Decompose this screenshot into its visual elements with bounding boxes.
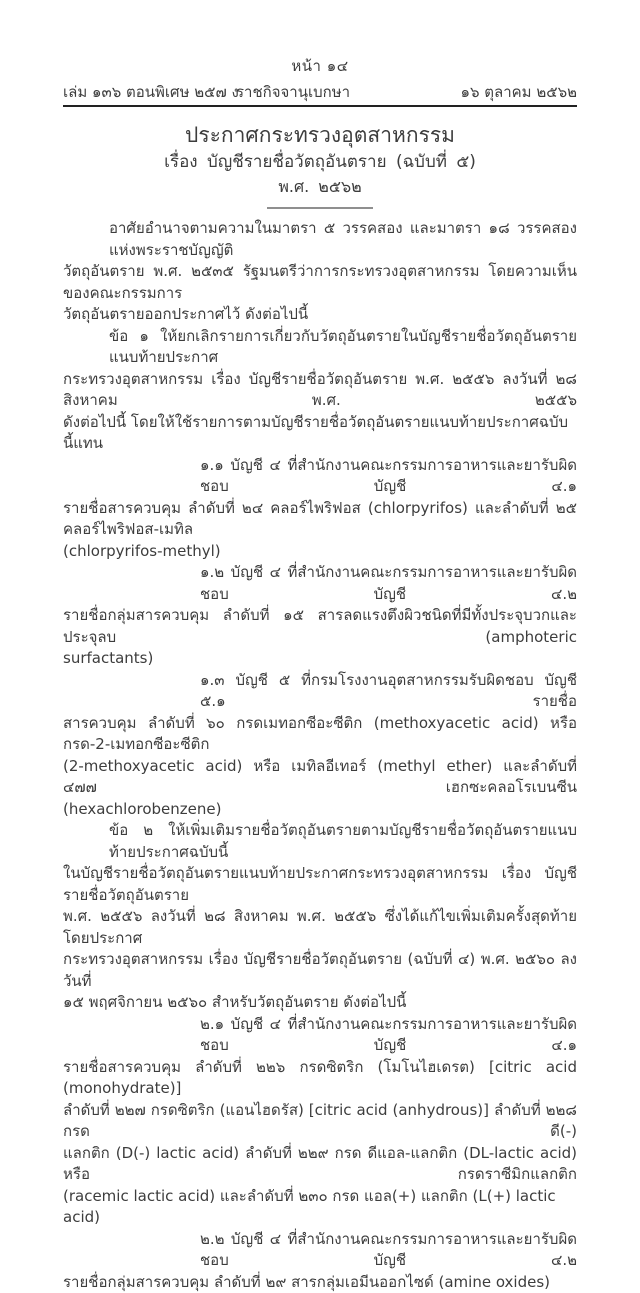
document-line: รายชื่อสารควบคุม ลำดับที่ ๒๔ คลอร์ไพริฟอส (chlorpyrifos) และลำดับที่ ๒๕ คลอร์ไพริฟอส-เมทิล bbox=[63, 498, 577, 541]
paragraph bbox=[63, 326, 577, 455]
document-line: (hexachlorobenzene) bbox=[63, 799, 577, 821]
announcement-subject: เรื่อง บัญชีรายชื่อวัตถุอันตราย (ฉบับที่ ๕) bbox=[63, 149, 577, 175]
announcement-title: ประกาศกระทรวงอุตสาหกรรม bbox=[63, 121, 577, 149]
document-line: อาศัยอำนาจตามความในมาตรา ๕ วรรคสอง และมาตรา ๑๘ วรรคสอง แห่งพระราชบัญญัติ bbox=[63, 218, 577, 261]
document-line: วัตถุอันตราย พ.ศ. ๒๕๓๕ รัฐมนตรีว่าการกระทรวงอุตสาหกรรม โดยความเห็นของคณะกรรมการ bbox=[63, 261, 577, 304]
document-line: (2-methoxyacetic acid) หรือ เมทิลอีเทอร์ (methyl ether) และลำดับที่ ๔๗๗ เฮกซะคลอโรเบนซีน bbox=[63, 756, 577, 799]
paragraph bbox=[63, 1229, 577, 1293]
document-line: (chlorpyrifos-methyl) bbox=[63, 541, 577, 563]
edition-info: เล่ม ๑๓๖ ตอนพิเศษ ๒๕๗ ง bbox=[63, 82, 239, 102]
header-rule bbox=[63, 105, 577, 107]
document-body bbox=[63, 218, 577, 1293]
document-line: พ.ศ. ๒๕๕๖ ลงวันที่ ๒๘ สิงหาคม พ.ศ. ๒๕๕๖ ซึ่งได้แก้ไขเพิ่มเติมครั้งสุดท้ายโดยประกาศ bbox=[63, 906, 577, 949]
document-line: วัตถุอันตรายออกประกาศไว้ ดังต่อไปนี้ bbox=[63, 304, 577, 326]
title-divider bbox=[267, 207, 373, 209]
document-line: ๒.๑ บัญชี ๔ ที่สำนักงานคณะกรรมการอาหารและยารับผิดชอบ บัญชี ๔.๑ bbox=[63, 1014, 577, 1057]
paragraph bbox=[63, 670, 577, 821]
document-line: ข้อ ๑ ให้ยกเลิกรายการเกี่ยวกับวัตถุอันตรายในบัญชีรายชื่อวัตถุอันตรายแนบท้ายประกาศ bbox=[63, 326, 577, 369]
document-line: ในบัญชีรายชื่อวัตถุอันตรายแนบท้ายประกาศกระทรวงอุตสาหกรรม เรื่อง บัญชีรายชื่อวัตถุอันตราย bbox=[63, 863, 577, 906]
paragraph bbox=[63, 1014, 577, 1229]
document-line: รายชื่อกลุ่มสารควบคุม ลำดับที่ ๑๕ สารลดแรงตึงผิวชนิดที่มีทั้งประจุบวกและประจุลบ (amphoteric bbox=[63, 605, 577, 648]
paragraph bbox=[63, 820, 577, 1014]
document-line: ๑.๓ บัญชี ๕ ที่กรมโรงงานอุตสาหกรรมรับผิดชอบ บัญชี ๕.๑ รายชื่อ bbox=[63, 670, 577, 713]
document-line: surfactants) bbox=[63, 648, 577, 670]
document-line: ข้อ ๒ ให้เพิ่มเติมรายชื่อวัตถุอันตรายตามบัญชีรายชื่อวัตถุอันตรายแนบท้ายประกาศฉบับนี้ bbox=[63, 820, 577, 863]
document-line: รายชื่อกลุ่มสารควบคุม ลำดับที่ ๒๙ สารกลุ่มเอมีนออกไซด์ (amine oxides) bbox=[63, 1272, 577, 1293]
page-number: หน้า ๑๔ bbox=[63, 56, 577, 76]
document-line: แลกติก (D(-) lactic acid) ลำดับที่ ๒๒๙ กรด ดีแอล-แลกติก (DL-lactic acid) หรือ กรดราซีมิกแลกติก bbox=[63, 1143, 577, 1186]
announcement-year: พ.ศ. ๒๕๖๒ bbox=[63, 175, 577, 199]
gazette-masthead bbox=[63, 82, 577, 102]
document-line: สารควบคุม ลำดับที่ ๖๐ กรดเมทอกซีอะซีติก (methoxyacetic acid) หรือ กรด-2-เมทอกซีอะซีติก bbox=[63, 713, 577, 756]
issue-date: ๑๖ ตุลาคม ๒๕๖๒ bbox=[460, 82, 577, 102]
gazette-name: ราชกิจจานุเบกษา bbox=[63, 82, 523, 102]
document-line: ดังต่อไปนี้ โดยให้ใช้รายการตามบัญชีรายชื่อวัตถุอันตรายแนบท้ายประกาศฉบับนี้แทน bbox=[63, 412, 577, 455]
paragraph bbox=[63, 455, 577, 563]
paragraph bbox=[63, 218, 577, 326]
document-line: กระทรวงอุตสาหกรรม เรื่อง บัญชีรายชื่อวัตถุอันตราย (ฉบับที่ ๔) พ.ศ. ๒๕๖๐ ลงวันที่ bbox=[63, 949, 577, 992]
document-line: รายชื่อสารควบคุม ลำดับที่ ๒๒๖ กรดซิตริก (โมโนไฮเดรต) [citric acid (monohydrate)] bbox=[63, 1057, 577, 1100]
document-line: กระทรวงอุตสาหกรรม เรื่อง บัญชีรายชื่อวัตถุอันตราย พ.ศ. ๒๕๕๖ ลงวันที่ ๒๘ สิงหาคม พ.ศ. ๒๕๕๖ bbox=[63, 369, 577, 412]
document-line: (racemic lactic acid) และลำดับที่ ๒๓๐ กรด แอล(+) แลกติก (L(+) lactic acid) bbox=[63, 1186, 577, 1229]
document-line: ๒.๒ บัญชี ๔ ที่สำนักงานคณะกรรมการอาหารและยารับผิดชอบ บัญชี ๔.๒ bbox=[63, 1229, 577, 1272]
document-line: ๑.๒ บัญชี ๔ ที่สำนักงานคณะกรรมการอาหารและยารับผิดชอบ บัญชี ๔.๒ bbox=[63, 562, 577, 605]
document-line: ลำดับที่ ๒๒๗ กรดซิตริก (แอนไฮดรัส) [citric acid (anhydrous)] ลำดับที่ ๒๒๘ กรด ดี(-) bbox=[63, 1100, 577, 1143]
document-line: ๑.๑ บัญชี ๔ ที่สำนักงานคณะกรรมการอาหารและยารับผิดชอบ บัญชี ๔.๑ bbox=[63, 455, 577, 498]
document-line: ๑๕ พฤศจิกายน ๒๕๖๐ สำหรับวัตถุอันตราย ดังต่อไปนี้ bbox=[63, 992, 577, 1014]
paragraph bbox=[63, 562, 577, 670]
announcement-title-block bbox=[63, 121, 577, 209]
